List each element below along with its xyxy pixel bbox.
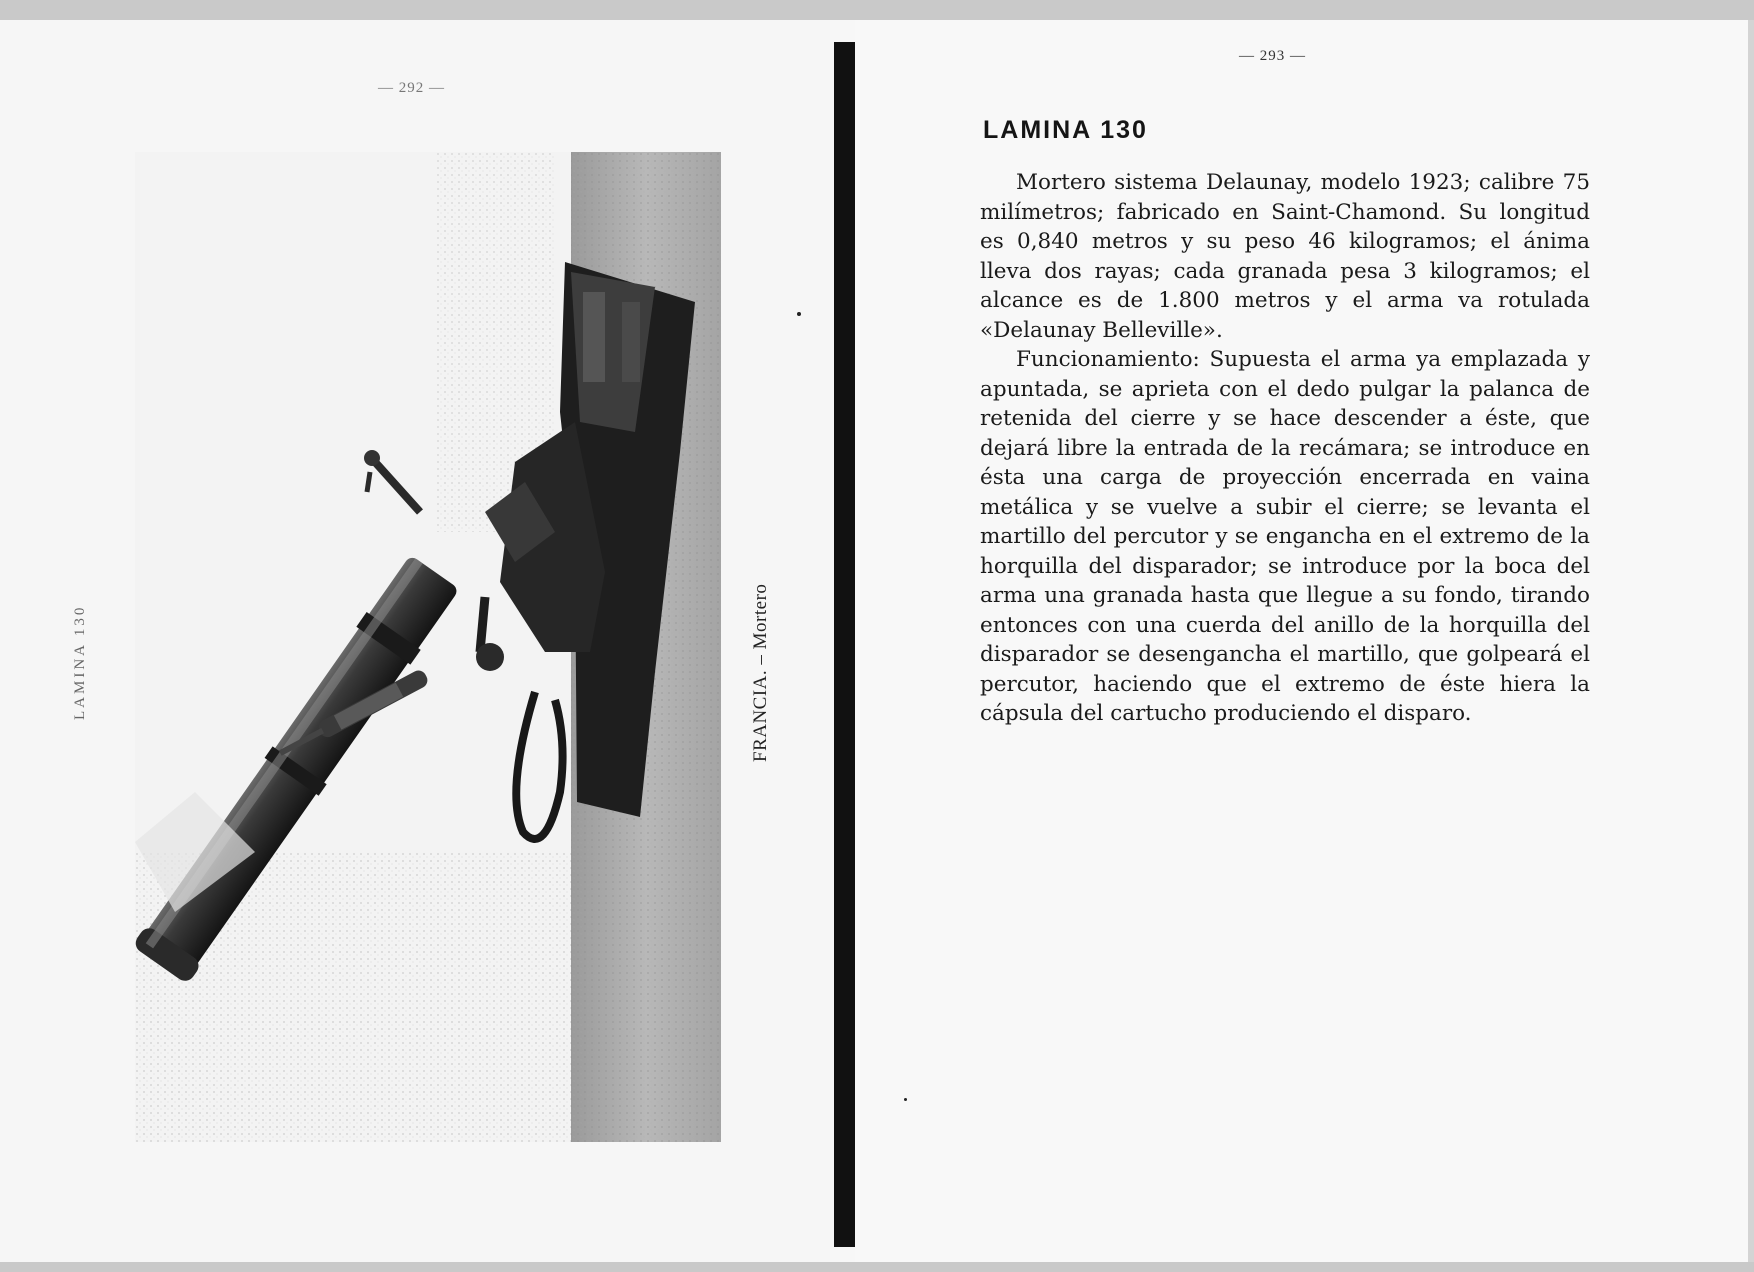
right-page [855, 20, 1754, 1262]
page-number-left: — 292 — [378, 80, 445, 96]
operation-paragraph: Funcionamiento: Supuesta el arma ya emplazada y apuntada, se aprieta con el dedo pulgar la palanca de retenida del cierre y se hace descender a éste, que dejará libre la entrada de la recámara; se introduce en ésta una carga de proyección encerrada en vaina metálica y se vuelve a subir el cierre; se levanta el martillo del percutor y se engancha en el extremo de la horquilla del disparador; se introduce por la boca del arma una granada hasta que llegue a su fondo, tirando entonces con una cuerda del anillo de la horquilla del disparador se desengancha el martillo, que golpeará el percutor, haciendo que el extremo de éste hiera la cápsula del cartucho produciendo el disparo. [980, 347, 1590, 726]
page-number-right: — 293 — [1239, 48, 1306, 64]
left-page [0, 20, 830, 1262]
plate-title: LAMINA 130 [983, 116, 1148, 144]
book-spread [0, 20, 1754, 1262]
print-speck [797, 312, 801, 316]
gutter-shadow [834, 42, 855, 1247]
description-paragraph: Mortero sistema Delaunay, modelo 1923; calibre 75 milímetros; fabricado en Saint-Chamond. Su longitud es 0,840 metros y su peso 46 kilogramos; el ánima lleva dos rayas; cada granada pesa 3 kilogramos; el alcance es de 1.800 metros y el arma va rotulada «Delaunay Belleville». [980, 170, 1590, 343]
photo-caption: FRANCIA. – Mortero [750, 583, 771, 762]
page-edge [1748, 20, 1754, 1262]
print-speck [904, 1098, 907, 1101]
plate-side-label: LAMINA 130 [72, 604, 88, 720]
mortar-photograph [135, 152, 721, 1142]
plate-description [980, 168, 1590, 729]
